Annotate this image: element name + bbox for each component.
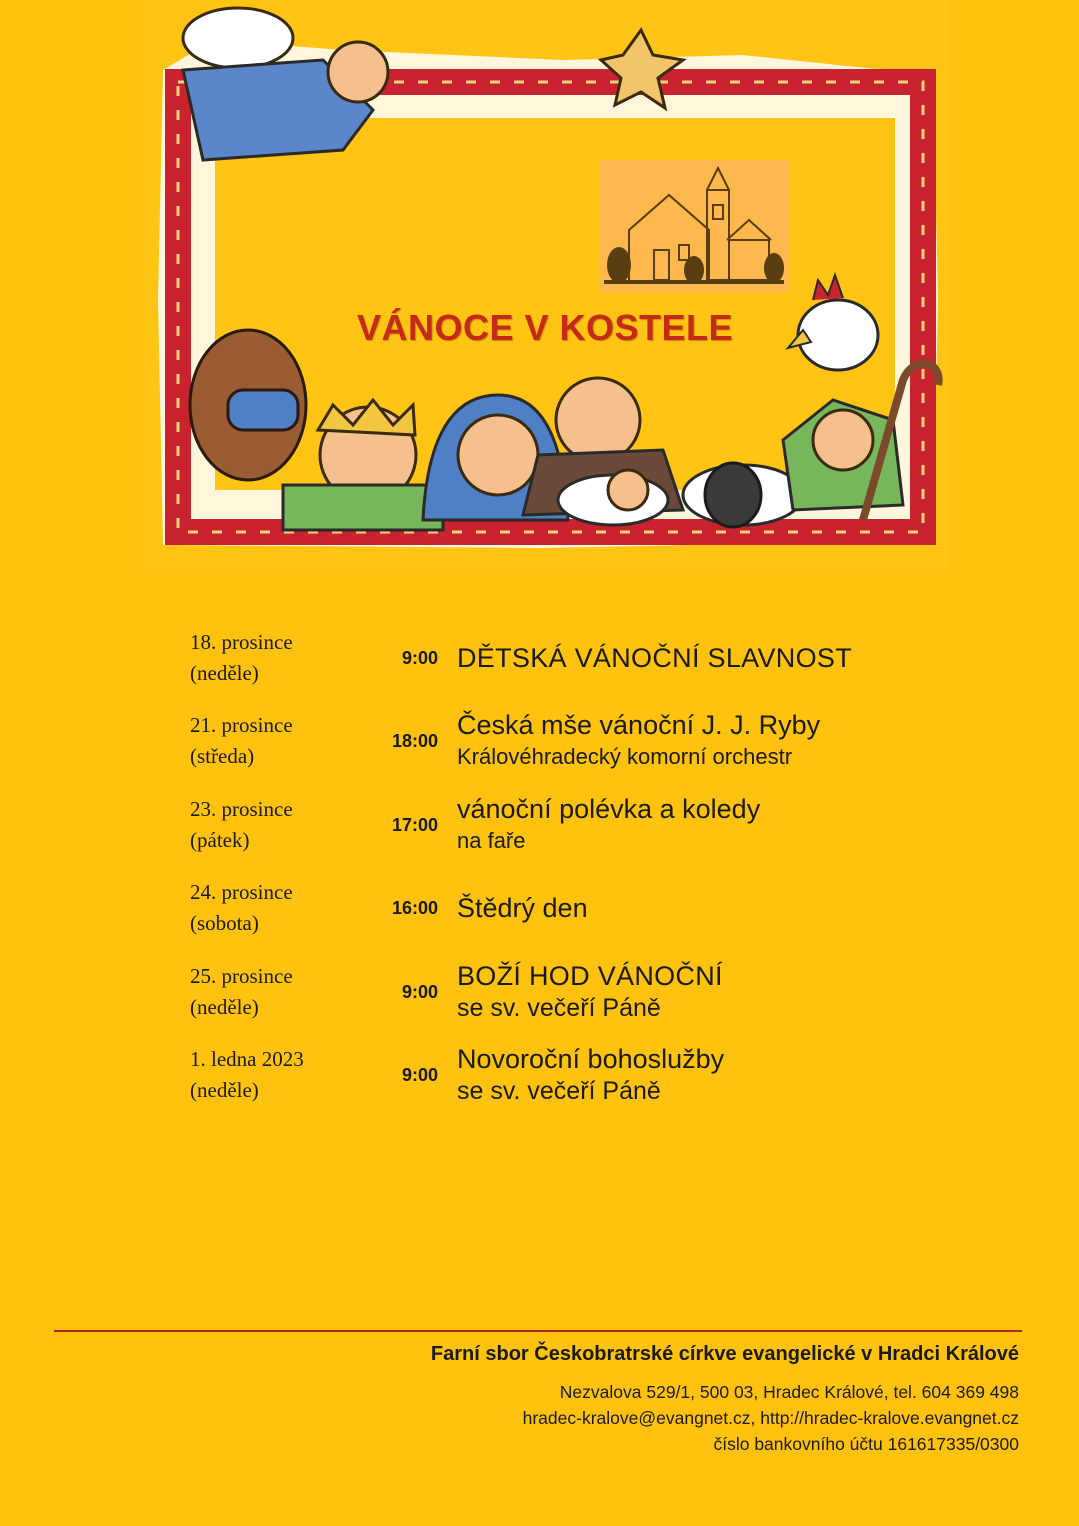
schedule-weekday: (středa) [190, 744, 255, 769]
schedule-weekday: (sobota) [190, 911, 259, 936]
event-note: Královéhradecký komorní orchestr [457, 744, 793, 770]
footer-divider [54, 1330, 1022, 1332]
schedule-row [190, 627, 910, 710]
schedule-date [190, 877, 350, 939]
event-note: se sv. večeří Páně [457, 1076, 661, 1105]
schedule-day: 1. ledna 2023 [190, 1046, 304, 1071]
church-logo [599, 160, 789, 292]
nativity-frame-graphic [143, 0, 949, 570]
joseph-icon [556, 378, 640, 462]
schedule-time: 17:00 [391, 814, 438, 835]
schedule-day: 23. prosince [190, 796, 293, 821]
schedule-day: 21. prosince [190, 713, 293, 738]
contact-line: hradec-kralove@evangnet.cz, http://hradec-kralove.evangnet.cz [522, 1408, 1019, 1428]
schedule-event [457, 891, 917, 925]
schedule-event [457, 959, 917, 1023]
church-icon [599, 160, 789, 292]
christmas-schedule [190, 627, 910, 1127]
nativity-illustration [143, 0, 949, 570]
schedule-date [190, 710, 350, 772]
schedule-event [457, 708, 917, 772]
schedule-row [190, 961, 910, 1044]
address-line: Nezvalova 529/1, 500 03, Hradec Králové, tel. 604 369 498 [559, 1382, 1019, 1402]
event-title: Štědrý den [457, 893, 588, 924]
schedule-weekday: (neděle) [190, 661, 259, 685]
poster-title: VÁNOCE V KOSTELE [356, 307, 734, 348]
angel-wing-icon [183, 8, 293, 68]
schedule-date [190, 961, 350, 1023]
schedule-event [457, 641, 917, 675]
schedule-time: 9:00 [401, 1064, 438, 1085]
event-note: se sv. večeří Páně [457, 993, 661, 1022]
footer [119, 1339, 1019, 1457]
event-title: DĚTSKÁ VÁNOČNÍ SLAVNOST [457, 643, 852, 673]
schedule-weekday: (pátek) [190, 827, 250, 852]
organization-name: Farní sbor Českobratrské církve evangelické v Hradci Králové [430, 1343, 1019, 1365]
schedule-weekday: (neděle) [190, 994, 259, 1019]
schedule-row [190, 1044, 910, 1127]
schedule-event [457, 1042, 917, 1106]
schedule-time: 9:00 [401, 648, 438, 668]
schedule-row [190, 794, 910, 877]
schedule-row [190, 877, 910, 960]
schedule-day: 25. prosince [190, 963, 293, 988]
event-note: na faře [457, 827, 526, 853]
event-title: Novoroční bohoslužby [457, 1043, 725, 1074]
schedule-weekday: (neděle) [190, 1077, 259, 1102]
schedule-date [190, 1044, 350, 1106]
event-title: vánoční polévka a koledy [457, 793, 761, 824]
event-title: BOŽÍ HOD VÁNOČNÍ [457, 960, 723, 991]
schedule-date [190, 794, 350, 856]
schedule-time: 16:00 [391, 898, 438, 919]
schedule-date [190, 627, 350, 689]
schedule-day: 24. prosince [190, 880, 293, 905]
schedule-time: 18:00 [391, 731, 438, 752]
schedule-day: 18. prosince [190, 630, 293, 654]
event-title: Česká mše vánoční J. J. Ryby [457, 710, 821, 741]
schedule-time: 9:00 [401, 981, 438, 1002]
schedule-event [457, 792, 917, 856]
bank-account-line: číslo bankovního účtu 161617335/0300 [713, 1434, 1019, 1454]
schedule-row [190, 710, 910, 793]
